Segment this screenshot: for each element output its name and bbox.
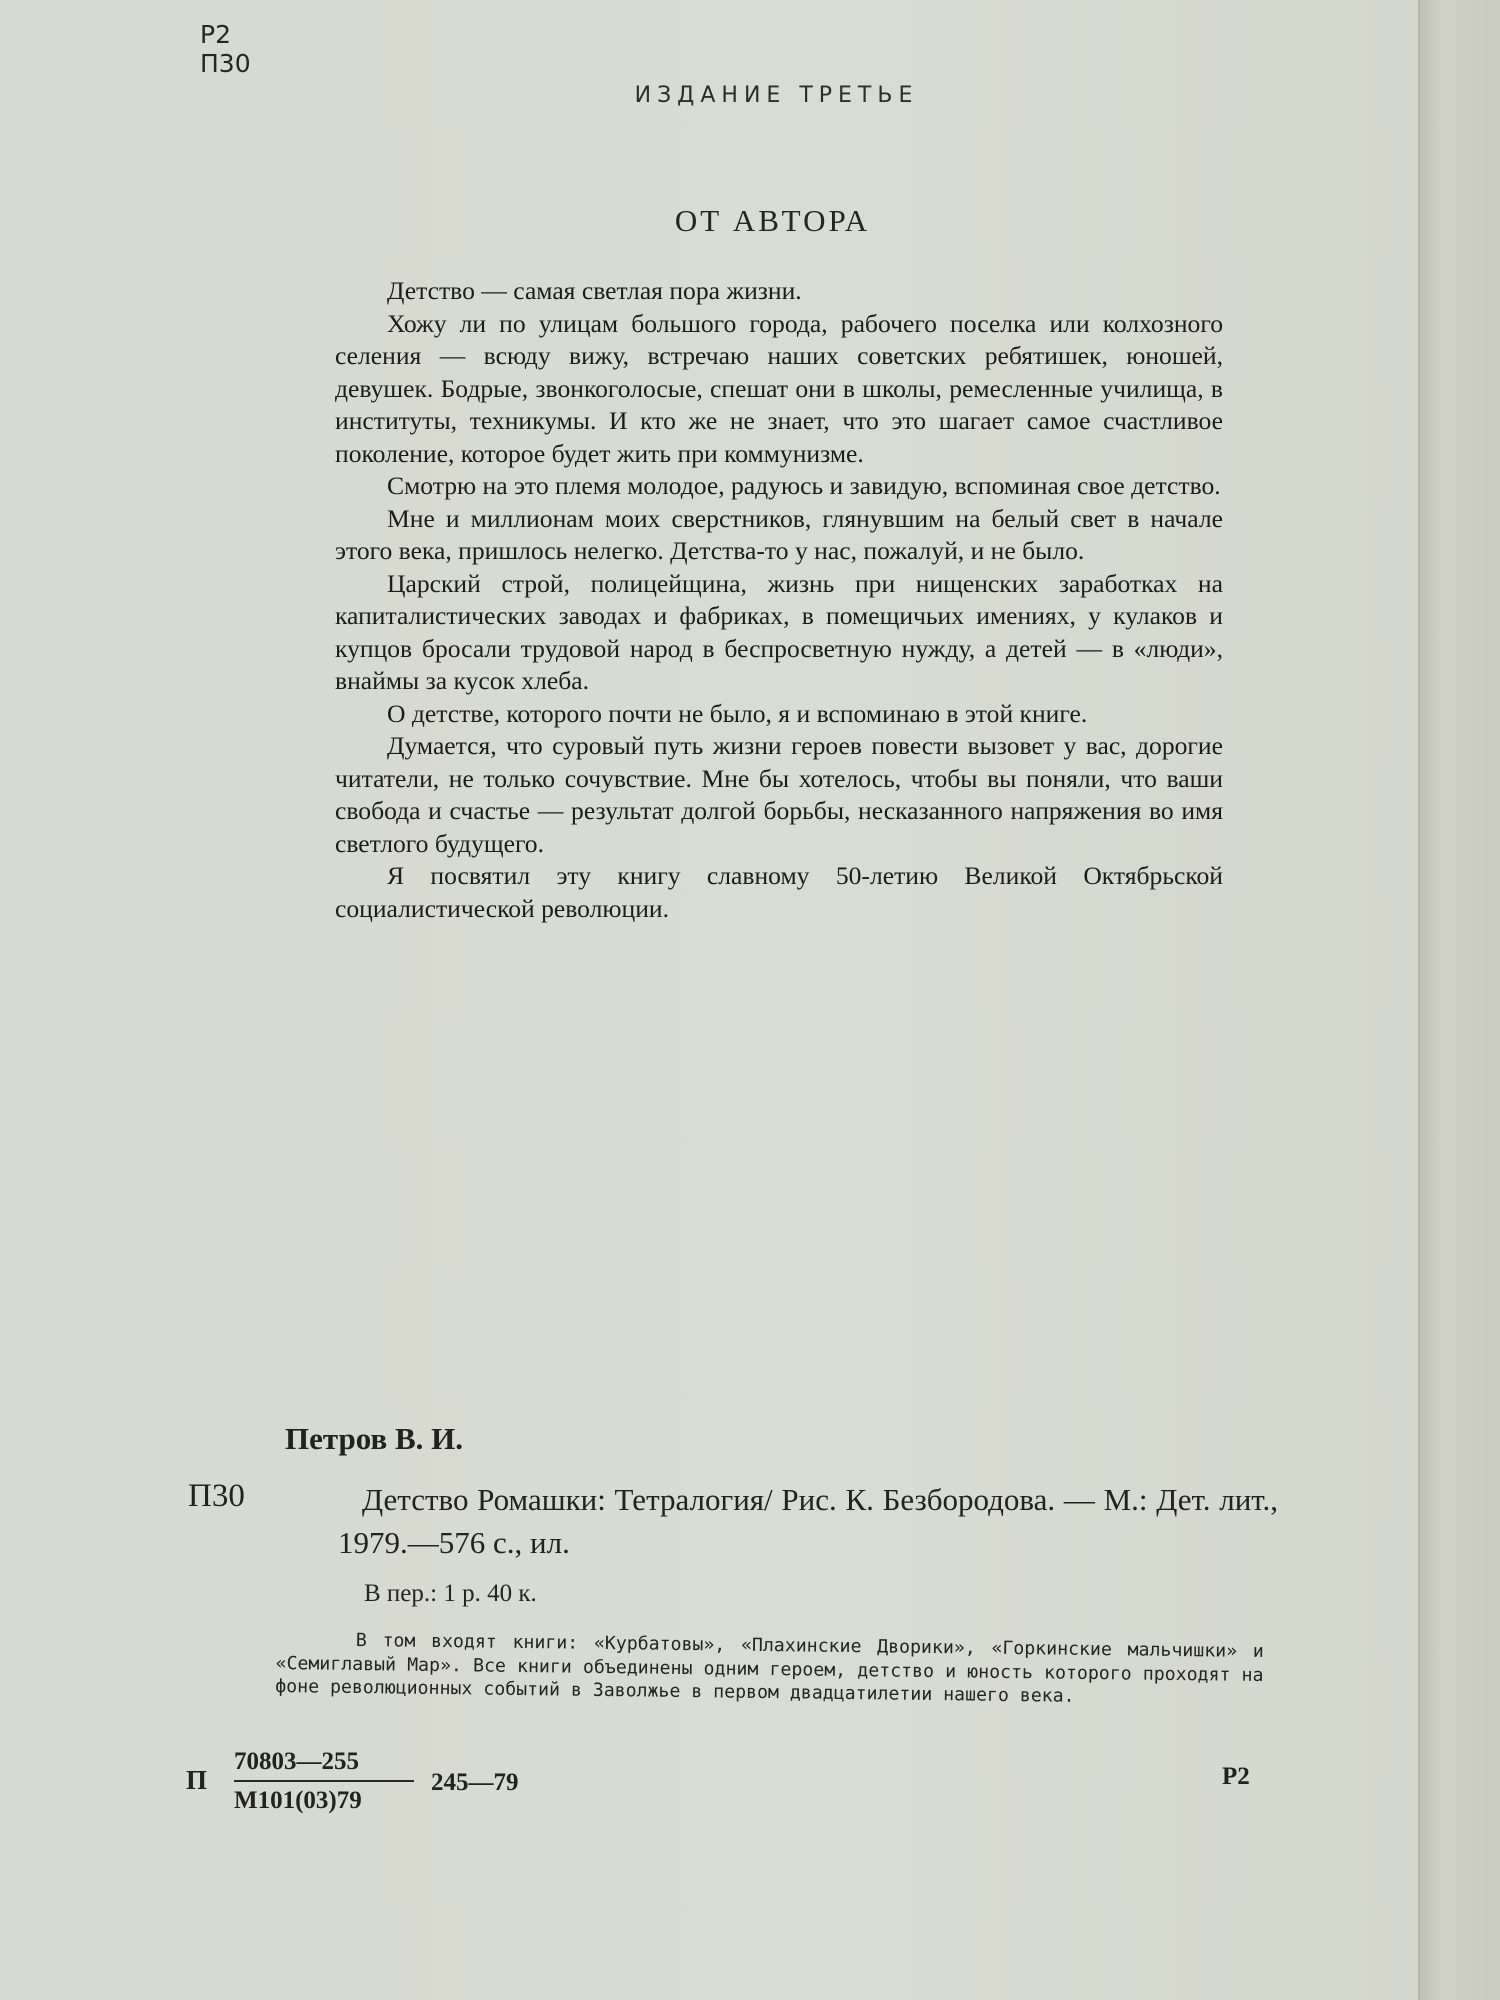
catalog-index-letter: П — [186, 1765, 208, 1795]
foreword-paragraph: Хожу ли по улицам большого города, рабочего поселка или колхозного селения — всюду вижу, встречаю наших советских ребятишек, юношей, девушек. Бодрые, звонкоголосые, спешат они в школы, ремесленные училища, в институты, техникумы. И кто же не знает, что это шагает самое счастливое поколение, которое будет жить при коммунизме. — [335, 308, 1223, 468]
foreword-title: ОТ АВТОРА — [674, 203, 871, 238]
catalog-price: В пер.: 1 р. 40 к. — [364, 1580, 537, 1607]
foreword-paragraph: Детство — самая светлая пора жизни. — [387, 276, 802, 305]
catalog-class-code: П30 — [188, 1478, 245, 1514]
corner-index-line-1: Р2 — [200, 20, 231, 49]
foreword-paragraph: О детстве, которого почти не было, я и вспоминаю в этой книге. — [387, 698, 1088, 728]
catalog-index-numerator: 70803—255 — [234, 1748, 359, 1775]
next-page-edge — [1418, 0, 1500, 2000]
foreword-paragraph: Я посвятил эту книгу славному 50-летию Великой Октябрьской социалистической революции. — [335, 861, 1223, 923]
foreword-paragraph: Смотрю на это племя молодое, радуюсь и завидую, вспоминая свое детство. — [387, 471, 1221, 500]
catalog-description: Детство Ромашки: Тетралогия/ Рис. К. Безбородова. — М.: Дет. лит., 1979.—576 с., ил. — [338, 1482, 1278, 1560]
catalog-index-middle: 245—79 — [431, 1769, 519, 1796]
catalog-index-fraction — [234, 1745, 414, 1817]
fraction-rule — [234, 1780, 414, 1782]
corner-index-line-2: П30 — [200, 49, 251, 78]
foreword-paragraph: Царский строй, полицейщина, жизнь при нищенских заработках на капиталистических заводах и фабриках, в помещичьих имениях, у кулаков и купцов бросали трудовой народ в беспросветную нужду, а детей — в «люди», внаймы за кусок хлеба. — [335, 568, 1223, 695]
foreword-paragraph: Думается, что суровый путь жизни героев повести вызовет у вас, дорогие читатели, не только сочувствие. Мне бы хотелось, чтобы вы поняли, что ваши свобода и счастье — результат долгой борьбы, несказанного напряжения во имя светлого будущего. — [335, 731, 1223, 858]
catalog-index-right: Р2 — [1222, 1763, 1250, 1790]
catalog-author: Петров В. И. — [285, 1421, 463, 1456]
edition-label: ИЗДАНИЕ ТРЕТЬЕ — [634, 83, 919, 108]
catalog-annotation: В том входят книги: «Курбатовы», «Плахинские Дворики», «Горкинские мальчишки» и «Семиглавый Мар». Все книги объединены одним героем, детство и юность которого проходят на фоне революционных событий в Заволжье в первом двадцатилетии нашего века. — [275, 1629, 1264, 1707]
foreword-paragraph: Мне и миллионам моих сверстников, глянувшим на белый свет в начале этого века, пришлось нелегко. Детства-то у нас, пожалуй, и не было. — [335, 503, 1223, 565]
foreword-body — [335, 275, 1223, 925]
corner-index — [200, 20, 251, 78]
catalog-index-denominator: М101(03)79 — [234, 1787, 362, 1814]
